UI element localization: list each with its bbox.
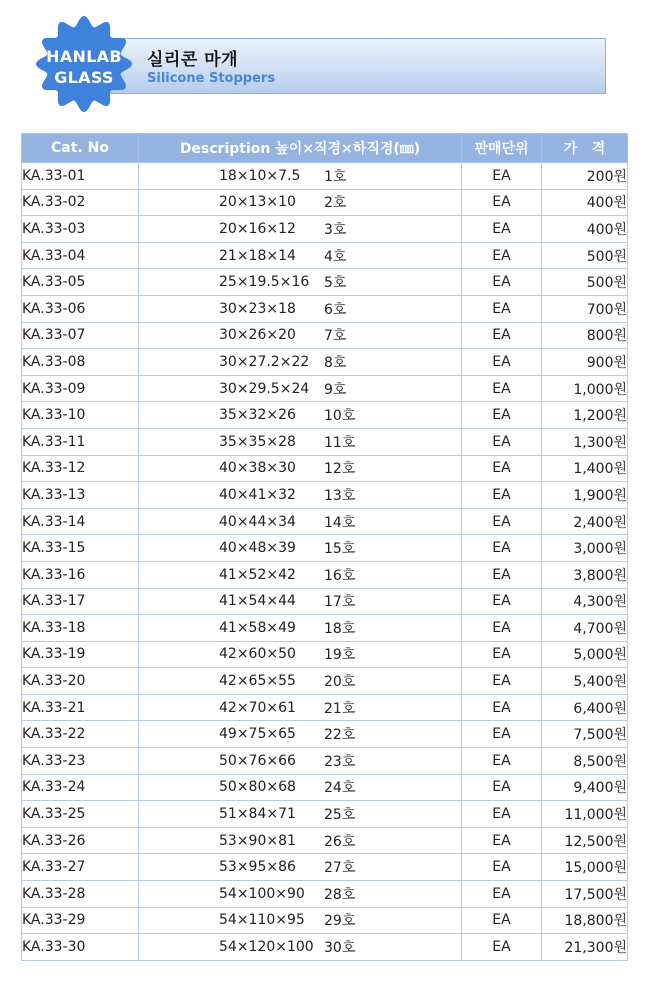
cat-no-cell: KA.33-08 [22,349,139,376]
dimensions-text: 41×54×44 [219,593,296,610]
cat-no-cell: KA.33-14 [22,508,139,535]
description-cell [139,163,462,190]
size-number-text: 2호 [324,195,347,212]
cat-no-cell: KA.33-24 [22,774,139,801]
cat-no-cell: KA.33-04 [22,242,139,269]
cat-no-cell: KA.33-16 [22,561,139,588]
table-row [22,482,628,509]
size-number-text: 27호 [324,860,356,877]
table-row [22,295,628,322]
cat-no-cell: KA.33-06 [22,295,139,322]
size-number-text: 20호 [324,674,356,691]
sales-unit-cell: EA [462,508,542,535]
description-cell [139,881,462,908]
dimensions-text: 35×32×26 [219,407,296,424]
dimensions-text: 41×58×49 [219,619,296,636]
size-number-text: 16호 [324,567,356,584]
sales-unit-cell: EA [462,189,542,216]
cat-no-cell: KA.33-18 [22,615,139,642]
table-row [22,402,628,429]
description-cell [139,561,462,588]
sales-unit-cell: EA [462,455,542,482]
dimensions-text: 40×44×34 [219,513,296,530]
table-row [22,854,628,881]
size-number-text: 15호 [324,541,356,558]
cat-no-cell: KA.33-22 [22,721,139,748]
price-cell: 11,000원 [542,801,628,828]
dimensions-text: 42×60×50 [219,646,296,663]
size-number-text: 14호 [324,514,356,531]
size-number-text: 9호 [324,381,347,398]
dimensions-text: 42×65×55 [219,673,296,690]
price-cell: 500원 [542,269,628,296]
price-cell: 7,500원 [542,721,628,748]
dimensions-text: 53×95×86 [219,859,296,876]
table-row [22,774,628,801]
table-row [22,561,628,588]
price-cell: 400원 [542,216,628,243]
dimensions-text: 30×27.2×22 [219,353,310,370]
description-cell [139,641,462,668]
size-number-text: 29호 [324,913,356,930]
description-cell [139,375,462,402]
dimensions-text: 30×26×20 [219,327,296,344]
dimensions-text: 35×35×28 [219,433,296,450]
cat-no-cell: KA.33-07 [22,322,139,349]
table-row [22,535,628,562]
size-number-text: 22호 [324,727,356,744]
hanlab-glass-logo [34,14,134,114]
title-banner [82,38,606,94]
sales-unit-cell: EA [462,694,542,721]
table-row [22,216,628,243]
table-row [22,588,628,615]
logo-text-line1: HANLAB [46,47,122,66]
price-cell: 5,000원 [542,641,628,668]
cat-no-cell: KA.33-29 [22,907,139,934]
description-cell [139,774,462,801]
sales-unit-cell: EA [462,641,542,668]
sales-unit-cell: EA [462,482,542,509]
dimensions-text: 54×110×95 [219,912,305,929]
table-row [22,668,628,695]
sales-unit-cell: EA [462,295,542,322]
dimensions-text: 20×16×12 [219,220,296,237]
cat-no-cell: KA.33-10 [22,402,139,429]
size-number-text: 12호 [324,461,356,478]
size-number-text: 17호 [324,594,356,611]
dimensions-text: 51×84×71 [219,806,296,823]
price-cell: 15,000원 [542,854,628,881]
description-cell [139,694,462,721]
table-row [22,242,628,269]
table-row [22,163,628,190]
price-cell: 8,500원 [542,748,628,775]
description-cell [139,349,462,376]
price-cell: 12,500원 [542,827,628,854]
size-number-text: 30호 [324,940,356,957]
size-number-text: 10호 [324,408,356,425]
cat-no-cell: KA.33-12 [22,455,139,482]
description-cell [139,242,462,269]
price-cell: 800원 [542,322,628,349]
description-cell [139,322,462,349]
dimensions-text: 53×90×81 [219,832,296,849]
dimensions-text: 18×10×7.5 [219,167,301,184]
dimensions-text: 30×23×18 [219,300,296,317]
price-cell: 4,300원 [542,588,628,615]
description-cell [139,295,462,322]
dimensions-text: 25×19.5×16 [219,274,310,291]
dimensions-text: 40×38×30 [219,460,296,477]
table-row [22,189,628,216]
size-number-text: 11호 [324,434,356,451]
cat-no-cell: KA.33-19 [22,641,139,668]
table-row [22,428,628,455]
price-cell: 18,800원 [542,907,628,934]
description-cell [139,748,462,775]
page-title: 실리콘 마개 [147,50,239,70]
table-row [22,801,628,828]
size-number-text: 26호 [324,833,356,850]
cat-no-cell: KA.33-15 [22,535,139,562]
table-row [22,349,628,376]
cat-no-cell: KA.33-25 [22,801,139,828]
price-cell: 17,500원 [542,881,628,908]
sales-unit-cell: EA [462,588,542,615]
dimensions-text: 20×13×10 [219,194,296,211]
dimensions-text: 40×48×39 [219,540,296,557]
size-number-text: 6호 [324,301,347,318]
size-number-text: 23호 [324,753,356,770]
size-number-text: 4호 [324,248,347,265]
price-cell: 1,900원 [542,482,628,509]
size-number-text: 24호 [324,780,356,797]
table-row [22,907,628,934]
table-row [22,748,628,775]
cat-no-cell: KA.33-26 [22,827,139,854]
cat-no-cell: KA.33-11 [22,428,139,455]
cat-no-cell: KA.33-05 [22,269,139,296]
cat-no-cell: KA.33-21 [22,694,139,721]
price-cell: 1,300원 [542,428,628,455]
price-cell: 900원 [542,349,628,376]
size-number-text: 18호 [324,620,356,637]
sales-unit-cell: EA [462,322,542,349]
sales-unit-cell: EA [462,774,542,801]
sales-unit-cell: EA [462,827,542,854]
price-cell: 400원 [542,189,628,216]
sales-unit-cell: EA [462,349,542,376]
table-row [22,694,628,721]
table-row [22,269,628,296]
dimensions-text: 49×75×65 [219,726,296,743]
size-number-text: 25호 [324,807,356,824]
sales-unit-cell: EA [462,615,542,642]
table-row [22,827,628,854]
cat-no-cell: KA.33-23 [22,748,139,775]
cat-no-cell: KA.33-09 [22,375,139,402]
description-cell [139,189,462,216]
logo-text-line2: GLASS [54,68,114,87]
description-cell [139,428,462,455]
column-header-cat-no: Cat. No [22,134,139,163]
sales-unit-cell: EA [462,216,542,243]
size-number-text: 8호 [324,354,347,371]
description-cell [139,216,462,243]
price-cell: 3,000원 [542,535,628,562]
price-cell: 700원 [542,295,628,322]
price-cell: 200원 [542,163,628,190]
sales-unit-cell: EA [462,748,542,775]
sales-unit-cell: EA [462,269,542,296]
description-cell [139,455,462,482]
description-cell [139,482,462,509]
dimensions-text: 41×52×42 [219,566,296,583]
column-header-description: Description 높이×직경×하직경(㎜) [139,134,462,163]
price-cell: 500원 [542,242,628,269]
price-cell: 1,000원 [542,375,628,402]
sales-unit-cell: EA [462,375,542,402]
cat-no-cell: KA.33-01 [22,163,139,190]
cat-no-cell: KA.33-02 [22,189,139,216]
description-cell [139,907,462,934]
dimensions-text: 21×18×14 [219,247,296,264]
column-header-price: 가 격 [542,134,628,163]
dimensions-text: 50×76×66 [219,752,296,769]
price-cell: 6,400원 [542,694,628,721]
description-cell [139,721,462,748]
sales-unit-cell: EA [462,428,542,455]
price-cell: 3,800원 [542,561,628,588]
sales-unit-cell: EA [462,535,542,562]
description-cell [139,854,462,881]
dimensions-text: 54×100×90 [219,885,305,902]
table-row [22,615,628,642]
size-number-text: 21호 [324,700,356,717]
price-cell: 5,400원 [542,668,628,695]
table-row [22,934,628,961]
size-number-text: 28호 [324,886,356,903]
cat-no-cell: KA.33-28 [22,881,139,908]
sales-unit-cell: EA [462,934,542,961]
size-number-text: 3호 [324,221,347,238]
sales-unit-cell: EA [462,721,542,748]
dimensions-text: 54×120×100 [219,939,314,956]
description-cell [139,535,462,562]
price-table [21,133,628,961]
dimensions-text: 40×41×32 [219,486,296,503]
sales-unit-cell: EA [462,907,542,934]
cat-no-cell: KA.33-13 [22,482,139,509]
table-row [22,455,628,482]
description-cell [139,508,462,535]
description-cell [139,827,462,854]
column-header-unit: 판매단위 [462,134,542,163]
table-row [22,322,628,349]
sales-unit-cell: EA [462,561,542,588]
sales-unit-cell: EA [462,242,542,269]
cat-no-cell: KA.33-20 [22,668,139,695]
cat-no-cell: KA.33-30 [22,934,139,961]
table-row [22,881,628,908]
description-cell [139,402,462,429]
dimensions-text: 42×70×61 [219,699,296,716]
size-number-text: 19호 [324,647,356,664]
description-cell [139,615,462,642]
size-number-text: 1호 [324,168,347,185]
table-row [22,508,628,535]
description-cell [139,801,462,828]
table-row [22,375,628,402]
description-cell [139,588,462,615]
sales-unit-cell: EA [462,881,542,908]
cat-no-cell: KA.33-03 [22,216,139,243]
size-number-text: 5호 [324,275,347,292]
page-subtitle: Silicone Stoppers [147,71,276,86]
table-row [22,721,628,748]
sales-unit-cell: EA [462,668,542,695]
price-cell: 1,400원 [542,455,628,482]
description-cell [139,934,462,961]
sales-unit-cell: EA [462,402,542,429]
cat-no-cell: KA.33-27 [22,854,139,881]
sales-unit-cell: EA [462,801,542,828]
table-row [22,641,628,668]
description-cell [139,269,462,296]
description-cell [139,668,462,695]
price-cell: 1,200원 [542,402,628,429]
sales-unit-cell: EA [462,854,542,881]
dimensions-text: 30×29.5×24 [219,380,310,397]
cat-no-cell: KA.33-17 [22,588,139,615]
size-number-text: 13호 [324,487,356,504]
price-cell: 21,300원 [542,934,628,961]
price-cell: 9,400원 [542,774,628,801]
dimensions-text: 50×80×68 [219,779,296,796]
size-number-text: 7호 [324,328,347,345]
price-cell: 4,700원 [542,615,628,642]
table-header-row [22,134,628,163]
sales-unit-cell: EA [462,163,542,190]
price-cell: 2,400원 [542,508,628,535]
